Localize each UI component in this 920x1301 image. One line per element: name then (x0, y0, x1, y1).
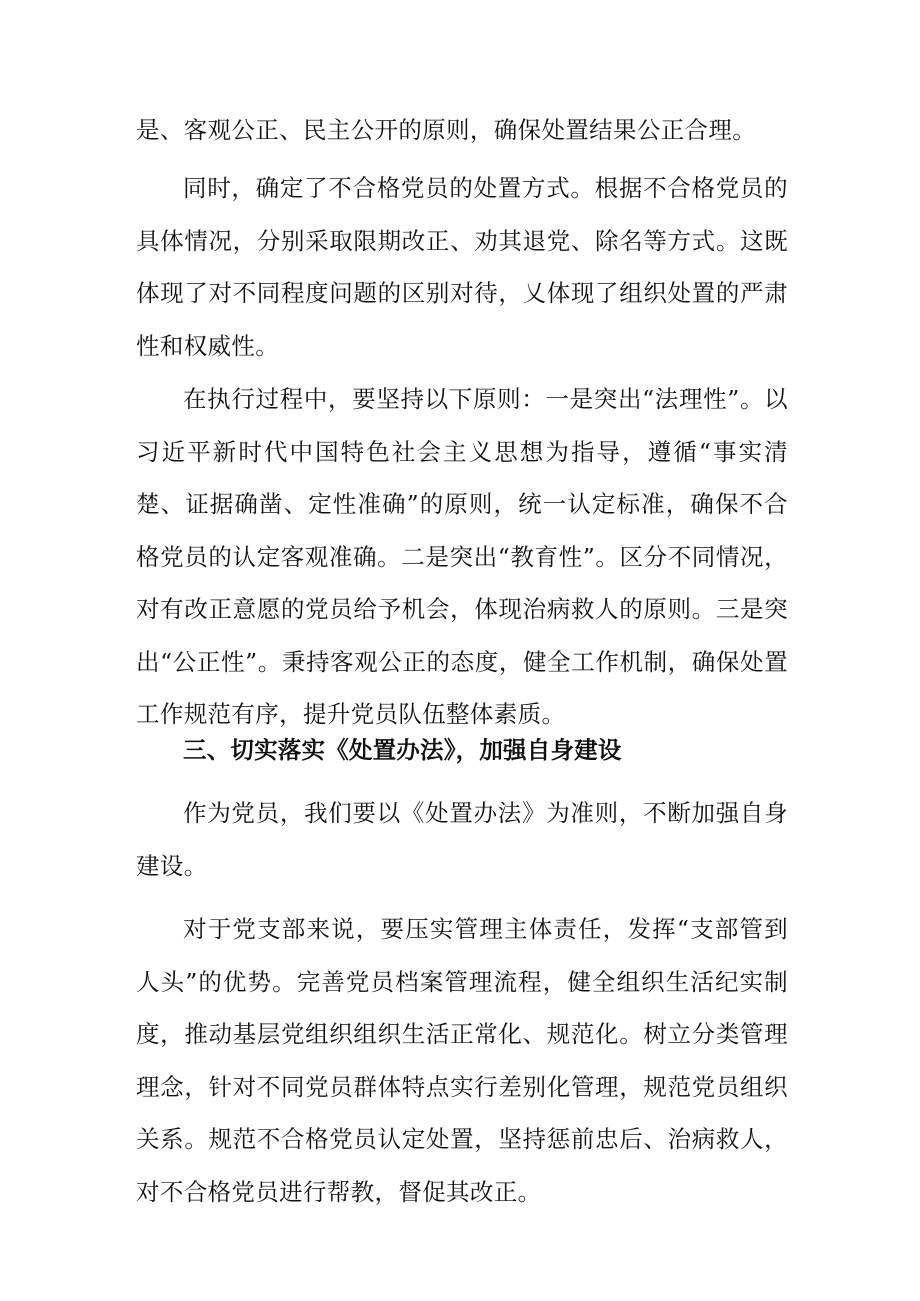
paragraph-self-building: 作为党员，我们要以《处置办法》为准则，不断加强自身建设。 (136, 799, 788, 880)
paragraph-continuation: 是、客观公正、民主公开的原则，确保处置结果公正合理。 (136, 116, 757, 144)
paragraph-disposal-methods: 同时，确定了不合格党员的处置方式。根据不合格党员的具体情况，分别采取限期改正、劝其退党、除名等方式。这既体现了对不同程度问题的区别对待，乂体现了组织处置的严肃性和权威性。 (136, 174, 788, 360)
section-heading: 三、切实落实《处置办法》，加强自身建设 (183, 736, 622, 764)
paragraph-party-branch: 对于党支部来说，要压实管理主体责任，发挥“支部管到人头”的优势。完善党员档案管理流程，健全组织生活纪实制度，推动基层党组织组织生活正常化、规范化。树立分类管理理念，针对不同党员群体特点实行差别化管理，规范党员组织关系。规范不合格党员认定处置，坚持惩前忠后、治病救人，对不合格党员进行帮教，督促其改正。 (136, 915, 788, 1206)
paragraph-execution-principles: 在执行过程中，要坚持以下原则：一是突出“法理性”。以习近平新时代中国特色社会主义思想为指导，遵循“事实清楚、证据确凿、定性准确”的原则，统一认定标准，确保不合格党员的认定客观准确。二是突出“教育性”。区分不同情况，对有改正意愿的党员给予机会，体现治病救人的原则。三是突出“公正性”。秉持客观公正的态度，健全工作机制，确保处置工作规范有序，提升党员队伍整体素质。 (136, 385, 788, 728)
